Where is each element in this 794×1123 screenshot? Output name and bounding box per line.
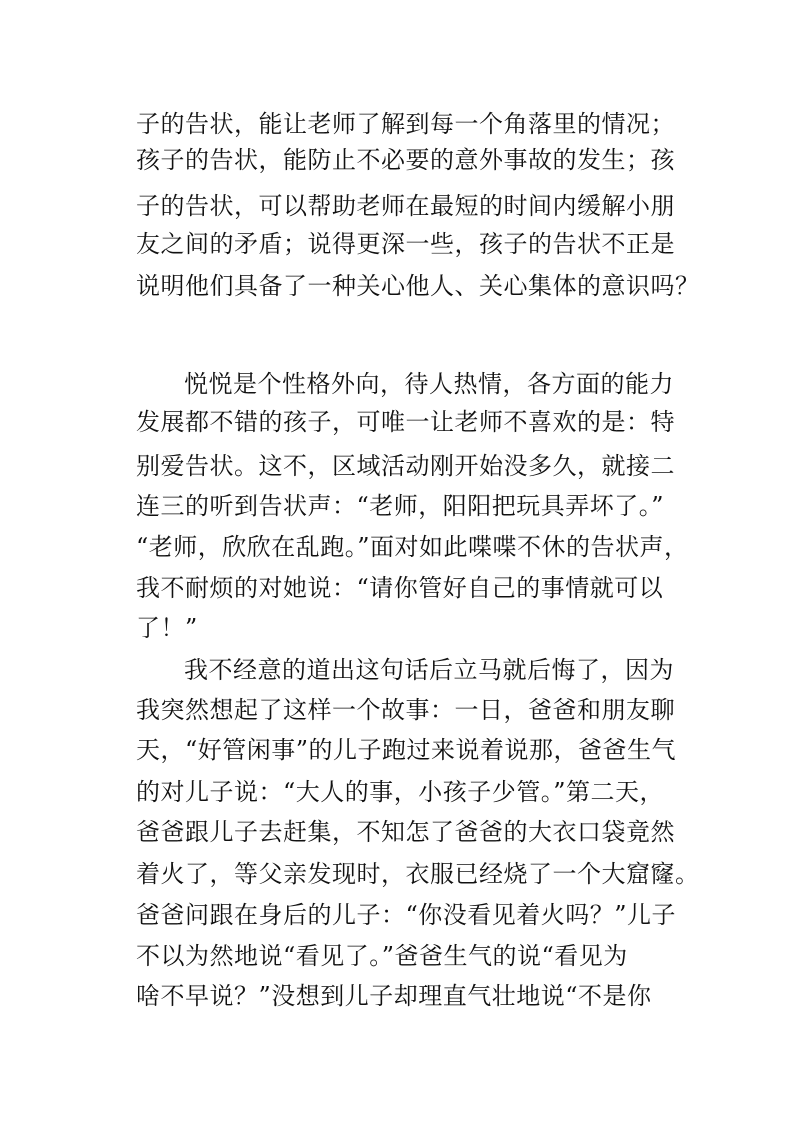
- paragraph-1-line-3: 子的告状，可以帮助老师在最短的时间内缓解小朋: [136, 192, 675, 220]
- paragraph-2-line-3: 别爱告状。这不，区域活动刚开始没多久，就接二: [136, 452, 675, 480]
- paragraph-2-line-6: 我不耐烦的对她说：“请你管好自己的事情就可以: [136, 574, 664, 602]
- paragraph-3-line-4: 的对儿子说：“大人的事，小孩子少管。”第二天，: [136, 778, 665, 806]
- paragraph-2-line-2: 发展都不错的孩子，可唯一让老师不喜欢的是：特: [136, 408, 675, 436]
- paragraph-2-line-5: “老师，欣欣在乱跑。”面对如此喋喋不休的告状声，: [136, 533, 689, 561]
- paragraph-3-line-3: 天，“好管闲事”的儿子跑过来说着说那，爸爸生气: [136, 736, 677, 764]
- paragraph-3-line-2: 我突然想起了这样一个故事：一日，爸爸和朋友聊: [136, 696, 675, 724]
- paragraph-3-line-6: 着火了，等父亲发现时，衣服已经烧了一个大窟窿。: [136, 860, 700, 888]
- paragraph-1-line-2: 孩子的告状，能防止不必要的意外事故的发生；孩: [136, 146, 675, 174]
- paragraph-3-line-5: 爸爸跟儿子去赶集，不知怎了爸爸的大衣口袋竟然: [136, 818, 675, 846]
- paragraph-3-line-8: 不以为然地说“看见了。”爸爸生气的说“看见为: [136, 942, 628, 970]
- paragraph-1-line-5: 说明他们具备了一种关心他人、关心集体的意识吗？: [136, 272, 700, 300]
- paragraph-3-line-7: 爸爸问跟在身后的儿子：“你没看见着火吗？”儿子: [136, 901, 677, 929]
- paragraph-1-line-1: 子的告状，能让老师了解到每一个角落里的情况；: [136, 110, 675, 138]
- paragraph-2-line-4: 连三的听到告状声：“老师，阳阳把玩具弄坏了。”: [136, 492, 665, 520]
- paragraph-2-line-7: 了！”: [136, 614, 198, 642]
- paragraph-3-line-9: 啥不早说？”没想到儿子却理直气壮地说“不是你: [136, 982, 652, 1010]
- paragraph-3-line-1: 我不经意的道出这句话后立马就后悔了，因为: [184, 656, 674, 684]
- paragraph-2-line-1: 悦悦是个性格外向，待人热情，各方面的能力: [184, 370, 674, 398]
- paragraph-1-line-4: 友之间的矛盾；说得更深一些，孩子的告状不正是: [136, 230, 675, 258]
